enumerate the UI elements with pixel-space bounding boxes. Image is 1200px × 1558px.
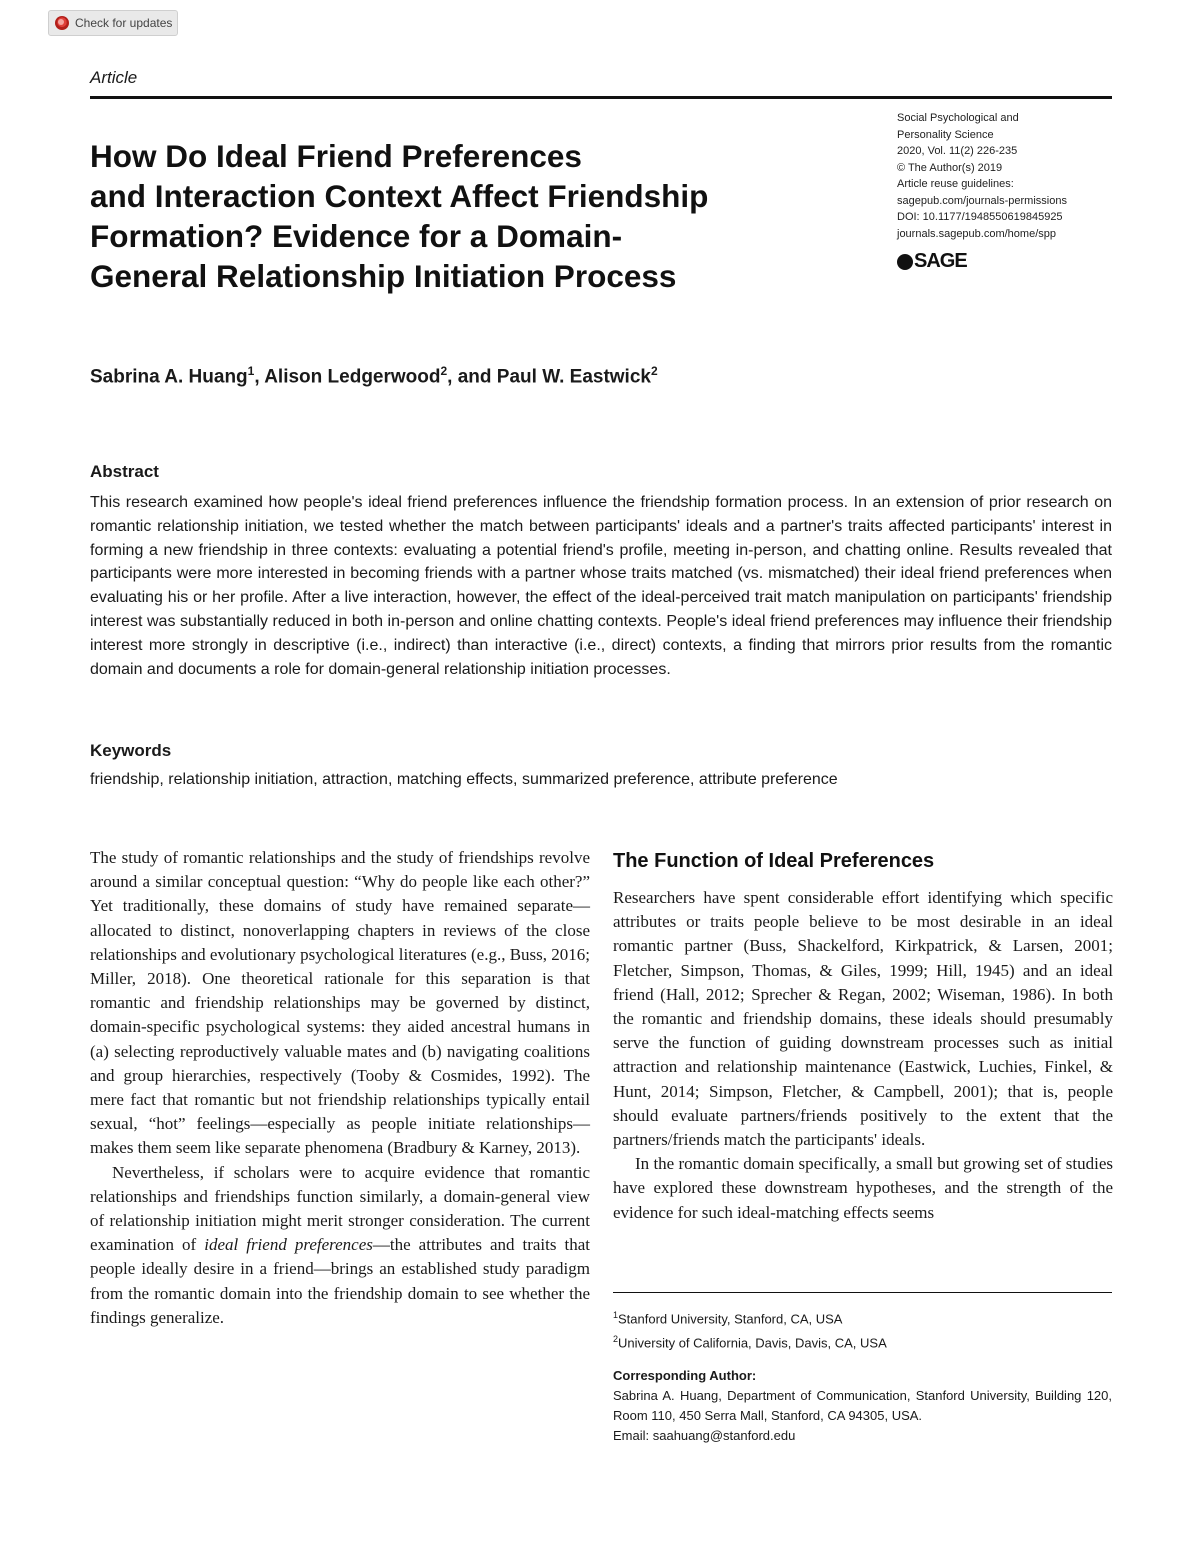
article-type-label: Article	[90, 68, 138, 87]
reuse-guidelines-label: Article reuse guidelines:	[897, 178, 1014, 190]
affiliation-marker: 2	[650, 364, 658, 378]
corresponding-author-email[interactable]: Email: saahuang@stanford.edu	[613, 1428, 796, 1443]
author-name: Sabrina A. Huang	[90, 366, 248, 388]
body-paragraph	[90, 1161, 590, 1330]
abstract-heading: Abstract	[90, 462, 159, 481]
affiliations	[613, 1305, 887, 1354]
paragraph-text: Nevertheless, if scholars were to acquire evidence that romantic relationships and friendships function similarly, a domain-general view of relationship initiation might merit stronger consideration. The current examination of	[90, 1162, 590, 1255]
author-separator: , and	[447, 366, 497, 388]
affiliation-line	[613, 1305, 887, 1329]
journal-name-line: Social Psychological and	[897, 112, 1019, 124]
journal-info	[897, 110, 1117, 242]
affiliation-line	[613, 1329, 887, 1353]
journal-home-link[interactable]: journals.sagepub.com/home/spp	[897, 227, 1056, 240]
author-name: Alison Ledgerwood	[264, 366, 441, 388]
footnote-rule	[613, 1292, 1112, 1293]
journal-volume: 2020, Vol. 11(2) 226-235	[897, 145, 1018, 157]
keywords-heading: Keywords	[90, 741, 172, 760]
affiliation-marker: 2	[440, 364, 448, 378]
abstract-text: This research examined how people's ideal friend preferences influence the friendship formation process. In an extension of prior research on romantic relationship initiation, we tested whether the match between participants' ideals and a partner's traits affected participants' interest in forming a new friendship in three contexts: evaluating a potential friend's profile, meeting in-person, and chatting online. Results revealed that participants were more interested in becoming friends with a partner whose traits matched (vs. mismatched) their ideal friend preferences when evaluating his or her profile. After a live interaction, however, the effect of the ideal-perceived trait match manipulation on participants' friendship interest was substantially reduced in both in-person and online chatting contexts. People's ideal friend preferences may influence their friendship interest more strongly in descriptive (i.e., indirect) than interactive (i.e., direct) contexts, a finding that mirrors prior results from the romantic domain and documents a role for domain-general relationship initiation processes.	[90, 494, 1112, 678]
keywords-list: friendship, relationship initiation, attraction, matching effects, summarized preference, attribute preference	[90, 771, 838, 788]
author-separator: ,	[254, 366, 265, 388]
header-rule	[90, 96, 1112, 99]
section-heading: The Function of Ideal Preferences	[613, 850, 935, 872]
body-left-column	[90, 846, 590, 1330]
body-paragraph: In the romantic domain specifically, a small but growing set of studies have explored these downstream hypotheses, and the strength of the evidence for such ideal-matching effects seems	[613, 1154, 1113, 1222]
sage-logo-text: SAGE	[914, 250, 967, 272]
permissions-link[interactable]: sagepub.com/journals-permissions	[897, 194, 1067, 207]
corresponding-author-heading: Corresponding Author:	[613, 1368, 757, 1383]
title-line: General Relationship Initiation Process	[90, 258, 677, 294]
check-updates-icon	[55, 16, 69, 30]
title-line: and Interaction Context Affect Friendship	[90, 178, 709, 214]
emphasized-term: ideal friend preferences	[204, 1235, 373, 1255]
doi-link[interactable]: DOI: 10.1177/1948550619845925	[897, 211, 1063, 223]
body-right-column	[613, 846, 1113, 1225]
check-for-updates-button[interactable]	[48, 10, 178, 36]
paper-title	[90, 136, 830, 296]
affiliation-text: University of California, Davis, Davis, CA, USA	[618, 1335, 887, 1351]
affiliation-text: Stanford University, Stanford, CA, USA	[618, 1311, 843, 1327]
sage-logo	[897, 250, 967, 273]
title-line: How Do Ideal Friend Preferences	[90, 138, 582, 174]
corresponding-author	[613, 1366, 1112, 1446]
title-line: Formation? Evidence for a Domain-	[90, 218, 623, 254]
author-list	[90, 364, 658, 388]
sage-mark-icon	[897, 254, 913, 270]
copyright-line: © The Author(s) 2019	[897, 161, 1003, 174]
affiliation-marker: 1	[247, 364, 255, 378]
paragraph-text: —the attributes and traits that people ideally desire in a friend—brings an established study paradigm from the romantic domain into the friendship domain to see whether the findings generalize.	[90, 1235, 590, 1327]
author-name: Paul W. Eastwick	[496, 366, 651, 388]
affiliation-marker: 1	[613, 1310, 619, 1320]
check-for-updates-label: Check for updates	[75, 16, 173, 30]
body-paragraph: The study of romantic relationships and the study of friendships revolve around a similar conceptual question: “Why do people like each other?” Yet traditionally, these domains of study have remained separate—allocated to distinct, nonoverlapping chapters in reviews of the close relationships and evolutionary psychological literatures (e.g., Buss, 2016; Miller, 2018). One theoretical rationale for this separation is that romantic and friendship relationships may be governed by distinct, domain-specific psychological systems: they aided ancestral humans in (a) selecting reproductively valuable mates and (b) navigating coalitions and group hierarchies, respectively (Tooby & Cosmides, 1992). The mere fact that romantic but not friendship relationships typically entail sexual, “hot” feelings—especially as people initiate relationships—makes them seem like separate phenomena (Bradbury & Karney, 2013).	[90, 848, 590, 1158]
body-paragraph: Researchers have spent considerable effort identifying which specific attributes or traits people believe to be most desirable in an ideal romantic partner (Buss, Shackelford, Kirkpatrick, & Larsen, 2001; Fletcher, Simpson, Thomas, & Giles, 1999; Hill, 1945) and an ideal friend (Hall, 2012; Sprecher & Regan, 2002; Wiseman, 1986). In both the romantic and friendship domains, these ideals should presumably serve the function of guiding downstream processes such as initial attraction and relationship maintenance (Eastwick, Luchies, Finkel, & Hunt, 2014; Simpson, Fletcher, & Campbell, 2001); that is, people should evaluate partners/friends positively to the extent that the partners/friends match the participants' ideals.	[613, 888, 1113, 1150]
corresponding-author-address: Sabrina A. Huang, Department of Communication, Stanford University, Building 120, Room 110, 450 Serra Mall, Stanford, CA 94305, USA.	[613, 1388, 1112, 1423]
affiliation-marker: 2	[613, 1334, 619, 1345]
journal-name-line: Personality Science	[897, 128, 994, 141]
